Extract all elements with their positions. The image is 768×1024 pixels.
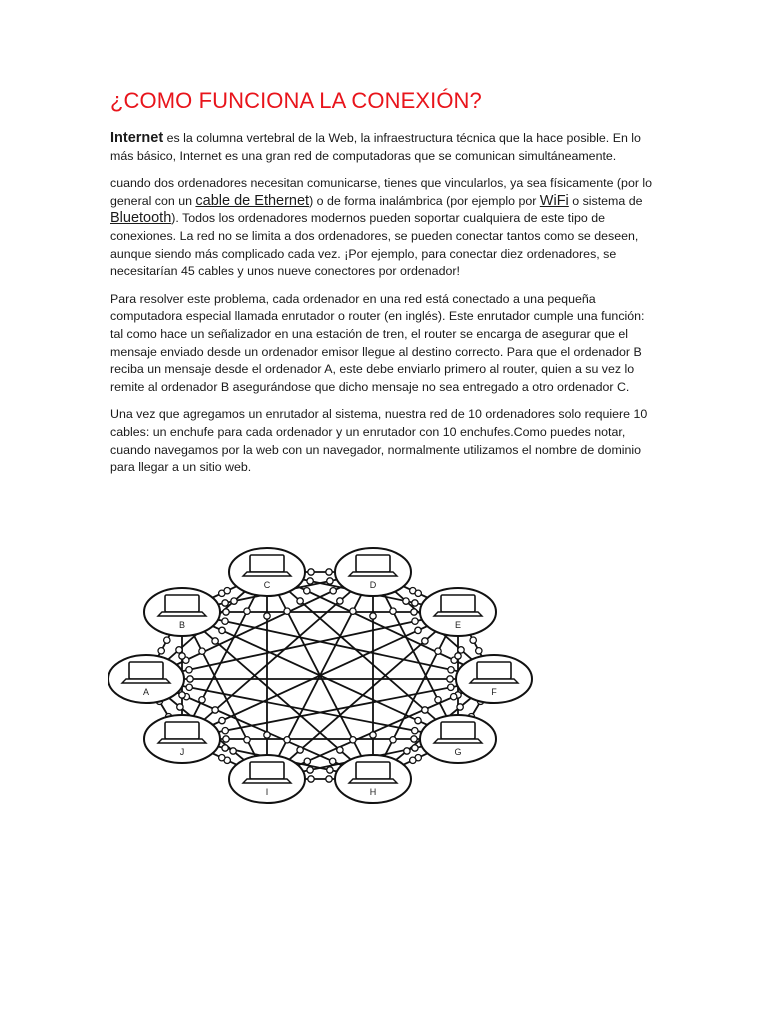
- plug-icon: [284, 737, 290, 743]
- plug-icon: [307, 578, 313, 584]
- plug-icon: [476, 648, 482, 654]
- node-label: A: [142, 687, 150, 697]
- plug-icon: [411, 609, 417, 615]
- plug-icon: [327, 578, 333, 584]
- plug-icon: [231, 598, 237, 604]
- plug-icon: [390, 608, 396, 614]
- node-label: I: [265, 787, 269, 797]
- plug-icon: [457, 704, 463, 710]
- computer-node-e: [420, 588, 496, 636]
- plug-icon: [448, 684, 454, 690]
- plug-icon: [223, 736, 229, 742]
- laptop-base-icon: [243, 572, 291, 576]
- laptop-icon: [250, 762, 284, 779]
- plug-icon: [186, 684, 192, 690]
- laptop-icon: [165, 722, 199, 739]
- plug-icon: [350, 608, 356, 614]
- plug-icon: [370, 613, 376, 619]
- document-page: [110, 88, 660, 487]
- plug-icon: [164, 637, 170, 643]
- plug-icon: [308, 569, 314, 575]
- plug-icon: [412, 618, 418, 624]
- plug-icon: [326, 776, 332, 782]
- plug-icon: [304, 758, 310, 764]
- node-label: C: [263, 580, 271, 590]
- plug-icon: [455, 653, 461, 659]
- connections-text-2: ) o de forma inalámbrica (por ejemplo por: [309, 193, 540, 208]
- plug-icon: [222, 745, 228, 751]
- paragraph-internet-text: es la columna vertebral de la Web, la infraestructura técnica que la hace posible. En lo más básico, Internet es una gran red de computadoras que se comunican simultáneamente.: [110, 131, 641, 163]
- plug-icon: [244, 608, 250, 614]
- plug-icon: [404, 748, 410, 754]
- node-label: D: [369, 580, 377, 590]
- computer-node-b: [144, 588, 220, 636]
- page-title: ¿COMO FUNCIONA LA CONEXIÓN?: [110, 88, 482, 113]
- node-label: F: [491, 687, 497, 697]
- mesh-network-diagram: [108, 540, 538, 810]
- connections-text-1: cuando dos ordenadores necesitan comunicarse, tienes que vincularlos, ya sea físicamente (por lo general con un: [110, 176, 653, 208]
- laptop-icon: [129, 662, 163, 679]
- plug-icon: [264, 732, 270, 738]
- plug-icon: [244, 737, 250, 743]
- plug-icon: [435, 648, 441, 654]
- plug-icon: [412, 600, 418, 606]
- plug-icon: [370, 732, 376, 738]
- node-label: B: [178, 620, 186, 630]
- plug-icon: [187, 676, 193, 682]
- paragraph-connections: [110, 175, 660, 281]
- plug-icon: [304, 588, 310, 594]
- plug-icon: [219, 627, 225, 633]
- plug-icon: [179, 692, 185, 698]
- plug-icon: [222, 618, 228, 624]
- laptop-base-icon: [158, 612, 206, 616]
- laptop-base-icon: [349, 779, 397, 783]
- connections-text-4: ). Todos los ordenadores modernos pueden soportar cualquiera de este tipo de conexiones. La red no se limita a dos ordenadores, se pueden conectar tantos como se deseen, aunque siendo más complicado cada vez. ¡Por ejemplo, para conectar diez ordenadores, se necesitarían 45 cables y unos nueve conectores por ordenador!: [110, 211, 639, 279]
- plug-icon: [422, 638, 428, 644]
- plug-icon: [415, 627, 421, 633]
- plug-icon: [186, 667, 192, 673]
- plug-icon: [330, 758, 336, 764]
- paragraph-router: Para resolver este problema, cada ordenador en una red está conectado a una pequeña computadora especial llamada enrutador o router (en inglés). Este enrutador cumple una función: tal como hace un señalizador en una estación de tren, el router se encarga de asegurar que el mensaje enviado desde un ordenador emisor llegue al destino correcto. Para que el ordenador B reciba un mensaje desde el ordenador A, este debe enviarlo primero al router, quien a su vez lo remite al ordenador B asegurándose que dicho mensaje no sea entregado a otro ordenador C.: [110, 291, 645, 394]
- laptop-base-icon: [243, 779, 291, 783]
- laptop-icon: [441, 595, 475, 612]
- plug-icon: [448, 667, 454, 673]
- plug-icon: [297, 598, 303, 604]
- laptop-base-icon: [158, 739, 206, 743]
- computer-node-j: [144, 715, 220, 763]
- plug-icon: [422, 707, 428, 713]
- plug-icon: [412, 728, 418, 734]
- plug-icon: [412, 745, 418, 751]
- wifi-link[interactable]: WiFi: [539, 192, 569, 209]
- laptop-base-icon: [470, 679, 518, 683]
- plug-icon: [230, 748, 236, 754]
- laptop-icon: [441, 722, 475, 739]
- plug-icon: [327, 767, 333, 773]
- plug-icon: [435, 697, 441, 703]
- laptop-icon: [165, 595, 199, 612]
- bluetooth-link[interactable]: Bluetooth: [110, 210, 172, 227]
- ethernet-link[interactable]: cable de Ethernet: [195, 192, 310, 209]
- connections-text-3: o sistema de: [568, 193, 643, 208]
- plug-icon: [199, 648, 205, 654]
- plug-icon: [350, 737, 356, 743]
- laptop-icon: [250, 555, 284, 572]
- plug-icon: [179, 653, 185, 659]
- plug-icon: [223, 609, 229, 615]
- laptop-base-icon: [349, 572, 397, 576]
- plug-icon: [410, 757, 416, 763]
- paragraph-internet: [110, 130, 660, 165]
- plug-icon: [158, 648, 164, 654]
- laptop-base-icon: [434, 612, 482, 616]
- node-label: H: [369, 787, 377, 797]
- plug-icon: [308, 776, 314, 782]
- plug-icon: [451, 694, 457, 700]
- plug-icon: [326, 569, 332, 575]
- plug-icon: [403, 598, 409, 604]
- plug-icon: [212, 638, 218, 644]
- plug-icon: [219, 755, 225, 761]
- computer-node-a: [108, 655, 184, 703]
- laptop-icon: [356, 555, 390, 572]
- plug-icon: [222, 728, 228, 734]
- laptop-icon: [477, 662, 511, 679]
- computer-node-h: [335, 755, 411, 803]
- node-label: E: [454, 620, 462, 630]
- computer-node-g: [420, 715, 496, 763]
- plug-icon: [176, 647, 182, 653]
- paragraph-router-network: Una vez que agregamos un enrutador al sistema, nuestra red de 10 ordenadores solo requiere 10 cables: un enchufe para cada ordenador y un enrutador con 10 enchufes.Como puedes notar, cuando navegamos por la web con un navegador, normalmente utilizamos el nombre de dominio para llegar a un sitio web.: [110, 407, 648, 475]
- plug-icon: [264, 613, 270, 619]
- plug-icon: [447, 676, 453, 682]
- plug-icon: [337, 747, 343, 753]
- plug-icon: [199, 697, 205, 703]
- plug-icon: [284, 608, 290, 614]
- plug-icon: [212, 707, 218, 713]
- computer-node-i: [229, 755, 305, 803]
- plug-icon: [224, 588, 230, 594]
- node-label: J: [179, 747, 185, 757]
- plug-icon: [390, 737, 396, 743]
- node-label: G: [454, 747, 462, 757]
- laptop-base-icon: [122, 679, 170, 683]
- laptop-icon: [356, 762, 390, 779]
- plug-icon: [458, 647, 464, 653]
- plug-icon: [415, 590, 421, 596]
- computer-node-c: [229, 548, 305, 596]
- plug-icon: [219, 717, 225, 723]
- plug-icon: [297, 747, 303, 753]
- plug-icon: [415, 717, 421, 723]
- computer-node-f: [456, 655, 532, 703]
- plug-icon: [222, 600, 228, 606]
- plug-icon: [177, 704, 183, 710]
- plug-icon: [307, 767, 313, 773]
- plug-icon: [330, 588, 336, 594]
- computer-node-d: [335, 548, 411, 596]
- plug-icon: [411, 736, 417, 742]
- plug-icon: [337, 598, 343, 604]
- plug-icon: [470, 637, 476, 643]
- internet-term: Internet: [110, 130, 164, 146]
- laptop-base-icon: [434, 739, 482, 743]
